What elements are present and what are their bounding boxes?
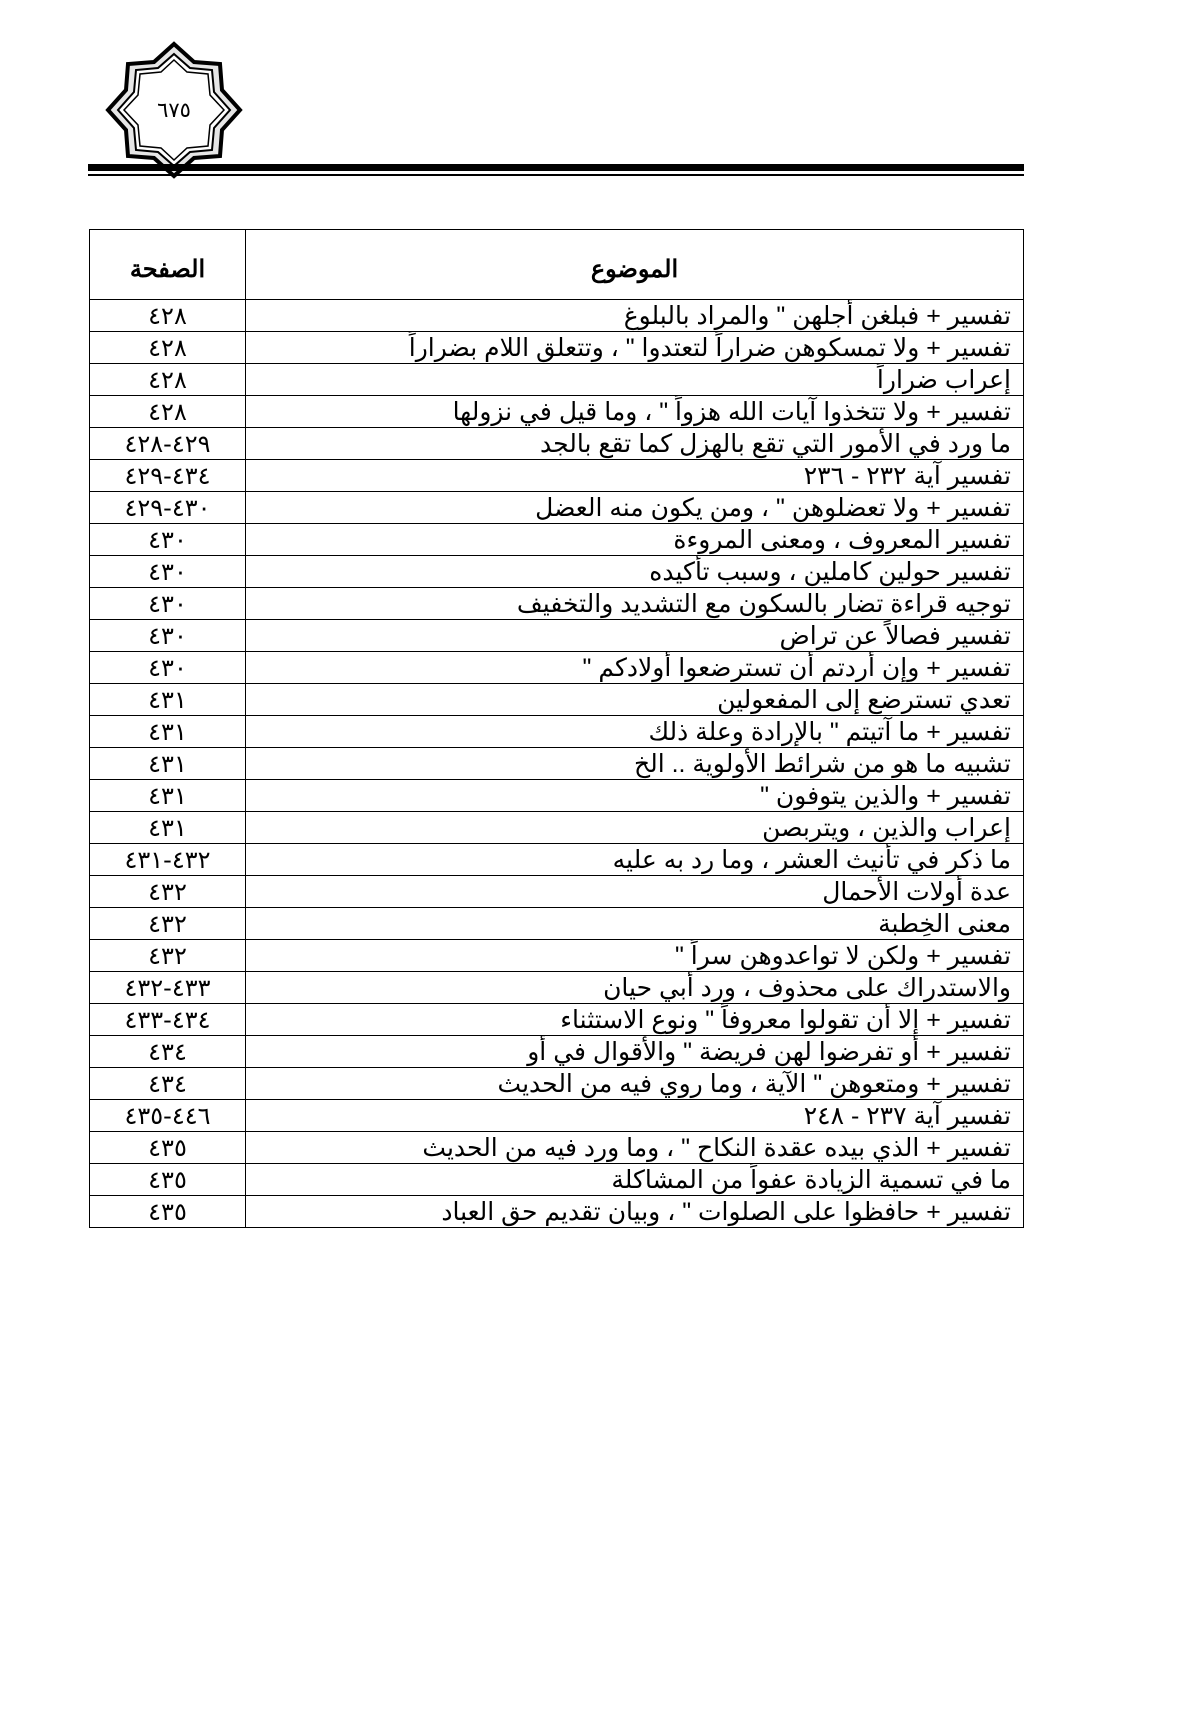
page-cell: ٤٣١ [90,716,246,748]
page-cell: ٤٣٥ [90,1132,246,1164]
table-row [90,780,1024,812]
topic-cell: إعراب ضراراً [246,364,1024,396]
header-row [90,230,1024,300]
table-row [90,300,1024,332]
page-cell: ٤٣٠ [90,588,246,620]
page-cell: ٤٢٨ [90,364,246,396]
topic-cell: تفسير + والذين يتوفون " [246,780,1024,812]
topic-cell: تفسير + الذي بيده عقدة النكاح " ، وما ورد فيه من الحديث [246,1132,1024,1164]
table-row [90,428,1024,460]
table-row [90,812,1024,844]
topic-cell: تفسير + ما آتيتم " بالإرادة وعلة ذلك [246,716,1024,748]
topic-cell: تفسير آية ٢٣٧ - ٢٤٨ [246,1100,1024,1132]
topic-cell: تفسير + ولا تعضلوهن " ، ومن يكون منه العضل [246,492,1024,524]
table-row [90,620,1024,652]
topic-cell: تفسير + أو تفرضوا لهن فريضة " والأقوال في أو [246,1036,1024,1068]
topic-cell: تعدي تسترضع إلى المفعولين [246,684,1024,716]
page-cell: ٤٣٣-٤٣٢ [90,972,246,1004]
table-row [90,1068,1024,1100]
page-cell: ٤٣٢ [90,876,246,908]
table-row [90,556,1024,588]
page-number: ٦٧٥ [157,98,191,122]
page-cell: ٤٣٤-٤٣٣ [90,1004,246,1036]
table-row [90,716,1024,748]
page-cell: ٤٣٠ [90,556,246,588]
page-cell: ٤٣٥ [90,1164,246,1196]
table-row [90,588,1024,620]
page-cell: ٤٤٦-٤٣٥ [90,1100,246,1132]
page-cell: ٤٣٠ [90,620,246,652]
table-row [90,396,1024,428]
table-row [90,524,1024,556]
page-cell: ٤٣٤-٤٢٩ [90,460,246,492]
topic-cell: عدة أولات الأحمال [246,876,1024,908]
topic-cell: تفسير + وإن أردتم أن تسترضعوا أولادكم " [246,652,1024,684]
page-cell: ٤٣٢-٤٣١ [90,844,246,876]
topic-cell: تشبيه ما هو من شرائط الأولوية .. الخ [246,748,1024,780]
topic-cell: تفسير + ولا تتخذوا آيات الله هزواً " ، وما قيل في نزولها [246,396,1024,428]
table-row [90,684,1024,716]
page-cell: ٤٢٨ [90,300,246,332]
index-table [89,229,1024,1228]
table-row [90,940,1024,972]
topic-cell: تفسير + حافظوا على الصلوات " ، وبيان تقديم حق العباد [246,1196,1024,1228]
table-row [90,876,1024,908]
page-cell: ٤٣٠-٤٢٩ [90,492,246,524]
page-cell: ٤٢٩-٤٢٨ [90,428,246,460]
topic-cell: تفسير المعروف ، ومعنى المروءة [246,524,1024,556]
topic-cell: تفسير + إلا أن تقولوا معروفاً " ونوع الاستثناء [246,1004,1024,1036]
table-row [90,652,1024,684]
topic-cell: ما ورد في الأمور التي تقع بالهزل كما تقع بالجد [246,428,1024,460]
table-row [90,844,1024,876]
table-row [90,1196,1024,1228]
table-row [90,1100,1024,1132]
topic-cell: معنى الخِطبة [246,908,1024,940]
table-row [90,492,1024,524]
table-body [90,300,1024,1228]
page-cell: ٤٣٠ [90,652,246,684]
topic-cell: ما ذكر في تأنيث العشر ، وما رد به عليه [246,844,1024,876]
page-cell: ٤٣٥ [90,1196,246,1228]
table-row [90,332,1024,364]
page-cell: ٤٣٤ [90,1036,246,1068]
topic-cell: والاستدراك على محذوف ، ورد أبي حيان [246,972,1024,1004]
topic-cell: تفسير + ولا تمسكوهن ضراراً لتعتدوا " ، وتتعلق اللام بضراراً [246,332,1024,364]
topic-cell: إعراب والذين ، ويتربصن [246,812,1024,844]
topic-cell: تفسير فصالاً عن تراض [246,620,1024,652]
page-cell: ٤٢٨ [90,396,246,428]
page-cell: ٤٣١ [90,748,246,780]
topic-cell: تفسير + ولكن لا تواعدوهن سراً " [246,940,1024,972]
page-cell: ٤٣١ [90,684,246,716]
header-rule-thin [88,174,1024,176]
header-topic: الموضوع [246,230,1024,300]
header-rule-thick [88,164,1024,171]
table-row [90,748,1024,780]
table-row [90,460,1024,492]
table-row [90,1004,1024,1036]
topic-cell: تفسير آية ٢٣٢ - ٢٣٦ [246,460,1024,492]
table-row [90,908,1024,940]
page-cell: ٤٣٠ [90,524,246,556]
topic-cell: تفسير حولين كاملين ، وسبب تأكيده [246,556,1024,588]
page-cell: ٤٣٤ [90,1068,246,1100]
topic-cell: ما في تسمية الزيادة عفواً من المشاكلة [246,1164,1024,1196]
table-row [90,1164,1024,1196]
header-page: الصفحة [90,230,246,300]
page-cell: ٤٣١ [90,812,246,844]
topic-cell: تفسير + فبلغن أجلهن " والمراد بالبلوغ [246,300,1024,332]
topic-cell: توجيه قراءة تضار بالسكون مع التشديد والتخفيف [246,588,1024,620]
page-cell: ٤٣٢ [90,940,246,972]
page-cell: ٤٢٨ [90,332,246,364]
page-cell: ٤٣١ [90,780,246,812]
topic-cell: تفسير + ومتعوهن " الآية ، وما روي فيه من الحديث [246,1068,1024,1100]
table-row [90,1132,1024,1164]
table-row [90,972,1024,1004]
page-cell: ٤٣٢ [90,908,246,940]
table-row [90,364,1024,396]
table-row [90,1036,1024,1068]
